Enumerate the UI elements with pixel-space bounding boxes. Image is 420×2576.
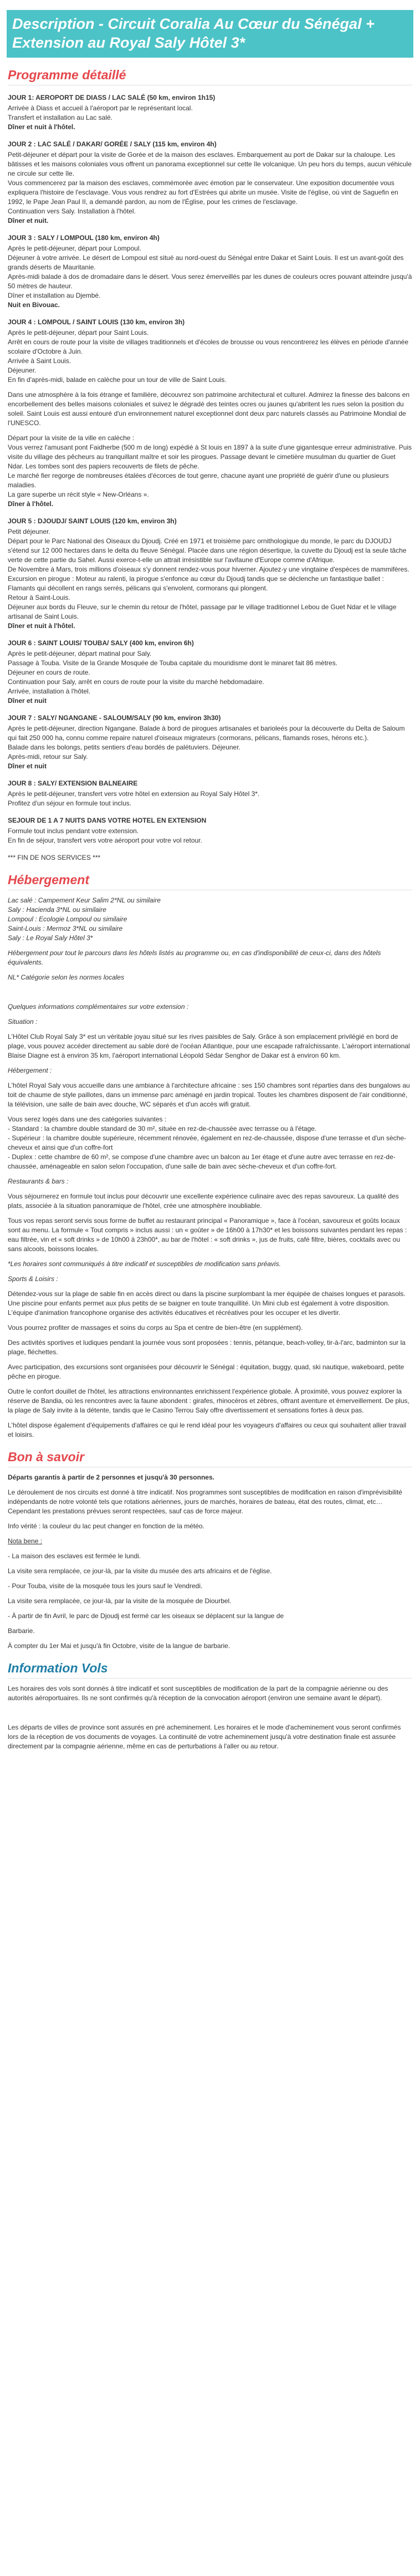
sports-text-6: L'hôtel dispose également d'équipements d'affaires ce qui le rend idéal pour les voyageurs d'affaires ou ceux qui souhaitent allier travail et loisirs. xyxy=(8,1421,407,1439)
day-line: Continuation pour Saly, arrêt en cours de route pour la visite du marché hebdomadaire. xyxy=(8,678,264,686)
nota-5: - À partir de fin Avril, le parc de Djoudj est fermé car les oiseaux se déplacent sur la langue de xyxy=(8,1612,284,1620)
departs-text: Départs garantis à partir de 2 personnes et jusqu'à 30 personnes. xyxy=(8,1473,214,1481)
situation-text: L'Hôtel Club Royal Saly 3* est un véritable joyau situé sur les rives paisibles de Saly. Grâce à son emplacement privilégié en bord de plage, vous pouvez accéder directement au sable doré de l'océan Atlantique, pour une escapade rafraîchissante. L'aéroport international Blaise Diagne est à environ 35 km, l'aéroport international Léopold Sédar Senghor de Dakar est à environ 60 km. xyxy=(8,1033,410,1059)
room-standard: - Standard : la chambre double standard de 30 m², située en rez-de-chaussée avec terrasse ou à l'étage. xyxy=(8,1125,317,1133)
day-line: En fin de séjour, transfert vers votre aéroport pour votre vol retour. xyxy=(8,836,202,844)
programme-day xyxy=(8,93,412,132)
day-line: Profitez d'un séjour en formule tout inclus. xyxy=(8,799,132,807)
day-description xyxy=(8,244,412,310)
extension-intro: Quelques informations complémentaires sur votre extension : xyxy=(8,1003,189,1011)
day-meal-note: Dîner et nuit. xyxy=(8,217,49,225)
sports-text-3: Des activités sportives et ludiques pendant la journée vous sont proposées : tennis, pétanque, beach-volley, tir-à-l'arc, badminton sur la plage, fléchettes. xyxy=(8,1339,406,1356)
vols-section xyxy=(8,1661,412,1751)
day-description xyxy=(8,104,412,132)
hotel-item: Saly : Le Royal Saly Hôtel 3* xyxy=(8,934,93,942)
day-line: Après le petit-déjeuner, départ pour Saint Louis. xyxy=(8,329,149,336)
day-title: JOUR 2 : LAC SALÉ / DAKAR/ GORÉE / SALY (115 km, environ 4h) xyxy=(8,140,217,148)
day-title: JOUR 6 : SAINT LOUIS/ TOUBA/ SALY (400 km, environ 6h) xyxy=(8,639,194,647)
resto-note: *Les horaires sont communiqués à titre indicatif et susceptibles de modification sans préavis. xyxy=(8,1260,281,1268)
resto-text-2: Tous vos repas seront servis sous forme de buffet au restaurant principal « Panoramique », face à l'océan, savoureux et goûts locaux sont au menu. La formule « Tout compris » inclus aussi : un « goûter » de 16h00 à 17h30* et les boissons suivantes pendant les repas : eau filtrée, vin et « soft drinks » de 10h00 à 23h00*, au bar de l'hôtel : « soft drinks », jus de fruits, café filtre, bières, cocktails avec ou sans alcools, boissons locales. xyxy=(8,1217,407,1253)
page xyxy=(0,10,420,1773)
day-line xyxy=(8,385,412,390)
page-title: Description - Circuit Coralia Au Cœur du Sénégal + Extension au Royal Saly Hôtel 3* xyxy=(12,16,375,51)
sports-text-1: Détendez-vous sur la plage de sable fin en accès direct ou dans la piscine surplombant la mer équipée de chaises longues et parasols. Une piscine pour enfants permet aux plus petits de se baigner en toute tranquillité. Un Mini club est également à votre disposition. L'équipe d'animation francophone organise des activités éducatives et récréatives pour les occuper et les divertir. xyxy=(8,1290,406,1317)
nota-bene-label: Nota bene : xyxy=(8,1537,43,1545)
resto-text-1: Vous séjournerez en formule tout inclus pour découvrir une excellente expérience culinaire avec des repas savoureux. La qualité des plats, associée à la situation panoramique de l'hôtel, crée une atmosphère inoubliable. xyxy=(8,1192,399,1210)
day-line: Petit déjeuner. xyxy=(8,528,50,535)
day-description xyxy=(8,724,412,771)
vols-text-1: Les horaires des vols sont donnés à titre indicatif et sont susceptibles de modification de la part de la compagnie aérienne ou des autorités aéroportuaires. Ils ne sont confirmés qu'à réception de la convocation aéroport (environ une semaine avant le départ). xyxy=(8,1685,388,1702)
day-line: Excursion en pirogue : Moteur au ralenti, la pirogue s'enfonce au cœur du Djoudj tandis que se déclenche un fantastique ballet : Flamants qui décollent en rangs serrés, pélicans qui s'envolent, cormorans qui plongent. xyxy=(8,575,384,592)
day-line: Déjeuner en cours de route. xyxy=(8,669,90,676)
heb-text: L'hôtel Royal Saly vous accueille dans une ambiance à l'architecture africaine : ses 150 chambres sont réparties dans des bungalows au toit de chaume de style paillotes, dans un immense parc aménagé en jardin tropical. Toutes les chambres disposent de l'air conditionné, la télévision, une salle de bain avec douche, WC séparés et d'un accès wifi gratuit. xyxy=(8,1082,410,1108)
day-title: JOUR 8 : SALY/ EXTENSION BALNEAIRE xyxy=(8,779,138,787)
programme-days xyxy=(8,93,412,845)
norms-note: NL* Catégorie selon les normes locales xyxy=(8,973,125,981)
day-line: Petit-déjeuner et départ pour la visite de Gorée et de la maison des esclaves. Embarquement au port de Dakar sur la chaloupe. Les bâtisses et les maisons coloniales vous offrent un panorama exceptionnel sur cette île volcanique. Un peu hors du temps, aucun véhicule ne circule sur cette île. xyxy=(8,151,412,177)
day-line: Après le petit-déjeuner, transfert vers votre hôtel en extension au Royal Saly Hôtel 3*. xyxy=(8,790,260,798)
day-line: Déjeuner à votre arrivée. Le désert de Lompoul est situé au nord-ouest du Sénégal entre Dakar et Saint Louis. Il est un avant-goût des grands déserts de Mauritanie. xyxy=(8,254,404,271)
day-description xyxy=(8,150,412,226)
day-line: Après-midi balade à dos de dromadaire dans le désert. Vous serez émerveillés par les dunes de couleurs ocres pouvant atteindre jusqu'à 50 mètres de hauteur. xyxy=(8,273,412,290)
day-description xyxy=(8,328,412,509)
vols-text-2: Les départs de villes de province sont assurés en pré acheminement. Les horaires et le mode d'acheminement vous seront confirmés lors de la réception de vos documents de voyages. La continuité de votre acheminement jusqu'à votre destination finale est assurée directement par la compagnie aérienne, même en cas de perturbations à l'aller ou au retour. xyxy=(8,1723,401,1750)
day-line: Arrivée, installation à l'hôtel. xyxy=(8,687,91,695)
day-title: JOUR 5 : DJOUDJ/ SAINT LOUIS (120 km, environ 3h) xyxy=(8,517,177,525)
day-description xyxy=(8,527,412,631)
day-line: Dans une atmosphère à la fois étrange et familière, découvrez son patrimoine architectural et culturel. Admirez la finesse des balcons en encorbellement des belles maisons coloniales et suivez le dégradé des teintes ocres ou jaunes qu'abritent les rues selon la position du soleil. Saint Louis est aussi entouré d'un environnement naturel exceptionnel dont deux parc naturels classés au Patrimoine Mondial de l'UNESCO. xyxy=(8,391,410,427)
hotel-note: Hébergement pour tout le parcours dans les hôtels listés au programme ou, en cas d'indisponibilité de ceux-ci, dans des hôtels équivalents. xyxy=(8,949,381,966)
nota-1: - La maison des esclaves est fermée le lundi. xyxy=(8,1552,141,1560)
day-line: Déjeuner. xyxy=(8,366,37,374)
sports-text-5: Outre le confort douillet de l'hôtel, les attractions environnantes enrichissent l'expérience globale. À proximité, vous pouvez explorer la réserve de Bandia, où les rencontres avec la faune abondent : girafes, rhinocéros et zèbres, offrant aventure et émerveillement. De plus, la plage de Saly invite à la détente, tandis que le Casino Terrou Saly offre divertissement et sensations fortes à deux pas. xyxy=(8,1388,409,1414)
hebergement-section xyxy=(8,873,412,1440)
hotel-item: Lompoul : Ecologie Lompoul ou similaire xyxy=(8,915,127,923)
hotel-list xyxy=(8,896,412,943)
nota-5b: Barbarie. xyxy=(8,1627,35,1635)
day-line: En fin d'après-midi, balade en calèche pour un tour de ville de Saint Louis. xyxy=(8,376,227,384)
day-line: Déjeuner aux bords du Fleuve, sur le chemin du retour de l'hôtel, passage par le village traditionnel Lebou de Guet Ndar et le village artisanal de Saint Louis. xyxy=(8,603,397,620)
day-title: JOUR 7 : SALY/ NGANGANE - SALOUM/SALY (90 km, environ 3h30) xyxy=(8,714,221,722)
day-title: JOUR 3 : SALY / LOMPOUL (180 km, environ 4h) xyxy=(8,234,160,242)
nota-2: La visite sera remplacée, ce jour-là, par la visite du musée des arts africains et de l'église. xyxy=(8,1567,272,1575)
day-line: Dîner et installation au Djembé. xyxy=(8,292,101,299)
sports-text-4: Avec participation, des excursions sont organisées pour découvrir le Sénégal : équitation, buggy, quad, ski nautique, wakeboard, petite pêche en pirogue. xyxy=(8,1363,404,1380)
programme-day xyxy=(8,233,412,310)
day-line: Après le petit-déjeuner, direction Ngangane. Balade à bord de pirogues artisanales et barioleés pour la découverte du Delta de Saloum qui fait 250 000 ha, connu comme repaire naturel d'oiseaux migrateurs (cormorans, pélicans, flamands roses, hérons etc.). xyxy=(8,725,405,742)
hotel-item: Saly : Hacienda 3*NL ou similaire xyxy=(8,906,106,914)
sports-label: Sports & Loisirs : xyxy=(8,1275,58,1283)
day-line: Départ pour le Parc National des Oiseaux du Djoudj. Créé en 1971 et troisième parc ornithologique du monde, le parc du DJOUDJ s'étend sur 12 000 hectares dans le delta du fleuve Sénégal. Placée dans une région désertique, la cuvette du Djoudj est la seule tâche verte de cette partie du Sahel. Aussi exerce-t-elle un attrait irrésistible sur l'avifaune d'Europe comme d'Afrique. xyxy=(8,537,407,564)
room-superieur: - Supérieur : la chambre double supérieure, récemment rénovée, également en rez-de-chaussée, dispose d'une terrasse et d'un sèche-cheveux et ainsi que d'un coffre-fort xyxy=(8,1134,406,1151)
day-meal-note: Dîner et nuit xyxy=(8,762,47,770)
programme-day xyxy=(8,639,412,706)
rooms-intro: Vous serez logés dans une des catégories suivantes : xyxy=(8,1115,167,1123)
day-line: Retour à Saint-Louis. xyxy=(8,594,70,601)
programme-section xyxy=(8,68,412,863)
day-line: Transfert et installation au Lac salé. xyxy=(8,114,112,121)
title-banner xyxy=(7,10,413,58)
bon-savoir-heading: Bon à savoir xyxy=(8,1450,412,1467)
day-line: Vous verrez l'amusant pont Faidherbe (500 m de long) expédié à St louis en 1897 à la suite d'une gigantesque erreur administrative. Puis visite du village des pêcheurs au tranquillant maître et soir les pirogues. Passage devant le cimetière musulman du quartier de Guet Ndar. Les tombes sont des papiers recouverts de filets de pêche. xyxy=(8,443,412,470)
nota-6: À compter du 1er Mai et jusqu'à fin Octobre, visite de la langue de barbarie. xyxy=(8,1642,231,1650)
vols-heading: Information Vols xyxy=(8,1661,412,1679)
programme-heading: Programme détaillé xyxy=(8,68,412,85)
day-line: Après le petit-déjeuner, départ matinal pour Saly. xyxy=(8,650,152,657)
day-title: SEJOUR DE 1 A 7 NUITS DANS VOTRE HOTEL EN EXTENSION xyxy=(8,817,207,824)
day-line: Passage à Touba. Visite de la Grande Mosquée de Touba capitale du mouridisme dont le minaret fait 86 mètres. xyxy=(8,659,338,667)
day-description xyxy=(8,789,412,808)
day-line: Arrivée à Diass et accueil à l'aéroport par le représentant local. xyxy=(8,104,193,112)
programme-day xyxy=(8,779,412,808)
nota-3: - Pour Touba, visite de la mosquée tous les jours sauf le Vendredi. xyxy=(8,1582,203,1590)
programme-day xyxy=(8,140,412,226)
day-meal-note: Dîner et nuit à l'hôtel. xyxy=(8,622,75,630)
day-line: Départ pour la visite de la ville en calèche : xyxy=(8,434,135,442)
resto-label: Restaurants & bars : xyxy=(8,1177,69,1185)
info-verite: Info vérité : la couleur du lac peut changer en fonction de la météo. xyxy=(8,1522,204,1530)
day-line: Après-midi, retour sur Saly. xyxy=(8,753,88,761)
day-line: La gare superbe un récit style « New-Orléans ». xyxy=(8,491,149,498)
rooms xyxy=(8,1115,412,1171)
day-title: JOUR 1: AEROPORT DE DIASS / LAC SALÉ (50 km, environ 1h15) xyxy=(8,94,216,101)
day-line: Vous commencerez par la maison des esclaves, commémorée avec émotion par le conservateur. Une exposition documentée vous expliquera l'histoire de l'esclavage. Vous vous rendrez au fort d'Estrées qui abrite un musée. Visite de l'église, où vint de Saguefin en 1992, le Pape Jean Paul II, a demandé pardon, au nom de l'Église, pour les crimes de l'esclavage. xyxy=(8,179,398,206)
day-line: Formule tout inclus pendant votre extension. xyxy=(8,827,139,835)
sports-text-2: Vous pourrez profiter de massages et soins du corps au Spa et centre de bien-être (en supplément). xyxy=(8,1324,303,1332)
day-meal-note: Dîner et nuit xyxy=(8,697,47,705)
day-description xyxy=(8,827,412,845)
day-line: Balade dans les bolongs, petits sentiers d'eau bordés de palétuviers. Déjeuner. xyxy=(8,743,240,751)
hebergement-heading: Hébergement xyxy=(8,873,412,890)
heb-label: Hébergement : xyxy=(8,1067,52,1074)
day-line: Arrivée à Saint Louis. xyxy=(8,357,71,365)
hotel-item: Saint-Louis : Mermoz 3*NL ou similaire xyxy=(8,925,123,932)
deroulement-text: Le déroulement de nos circuits est donné à titre indicatif. Nos programmes sont susceptibles de modification en raison d'imprévisibilité indépendants de notre volonté tels que rotations aériennes, jours de marchés, horaires de bateau, état des routes, climat, etc… Cependant les prestations prévues seront respectées, sauf cas de force majeur. xyxy=(8,1488,402,1515)
situation-label: Situation : xyxy=(8,1018,38,1026)
day-line xyxy=(8,428,412,433)
day-title: JOUR 4 : LOMPOUL / SAINT LOUIS (130 km, environ 3h) xyxy=(8,318,185,326)
day-description xyxy=(8,649,412,706)
day-meal-note: Dîner à l'hôtel. xyxy=(8,500,54,508)
day-line: Après le petit-déjeuner, départ pour Lompoul. xyxy=(8,244,141,252)
nota-4: La visite sera remplacée, ce jour-là, par la visite de la mosquée de Diourbel. xyxy=(8,1597,232,1605)
day-line: Le marché fier regorge de nombreuses étalées d'écorces de tout genre, chacune ayant une propriété de guérir d'une ou plusieurs maladies. xyxy=(8,472,389,489)
day-line: De Novembre à Mars, trois millions d'oiseaux s'y donnent rendez-vous pour hiverner. Ajoutez-y une vingtaine d'espèces de mammifères. xyxy=(8,565,409,573)
programme-day xyxy=(8,816,412,845)
content xyxy=(0,68,420,1751)
day-line: Continuation vers Saly. Installation à l'hôtel. xyxy=(8,207,136,215)
day-line: Arrêt en cours de route pour la visite de villages traditionnels et d'écoles de brousse ou vous rencontrerez les élèves en période d'année scolaire d'Octobre à Juin. xyxy=(8,338,409,355)
bon-savoir-section xyxy=(8,1450,412,1651)
end-note: *** FIN DE NOS SERVICES *** xyxy=(8,854,101,861)
programme-day xyxy=(8,318,412,509)
room-duplex: - Duplex : cette chambre de 60 m², se compose d'une chambre avec un balcon au 1er étage et d'une autre avec terrasse en rez-de-chaussée, aménageable en salon selon l'occupation, d'une salle de bain avec sèche-cheveux et d'un coffre-fort. xyxy=(8,1153,396,1170)
day-meal-note: Nuit en Bivouac. xyxy=(8,301,60,309)
day-meal-note: Dîner et nuit à l'hôtel. xyxy=(8,123,75,131)
hotel-item: Lac salé : Campement Keur Salim 2*NL ou similaire xyxy=(8,896,161,904)
programme-day xyxy=(8,713,412,771)
programme-day xyxy=(8,517,412,631)
